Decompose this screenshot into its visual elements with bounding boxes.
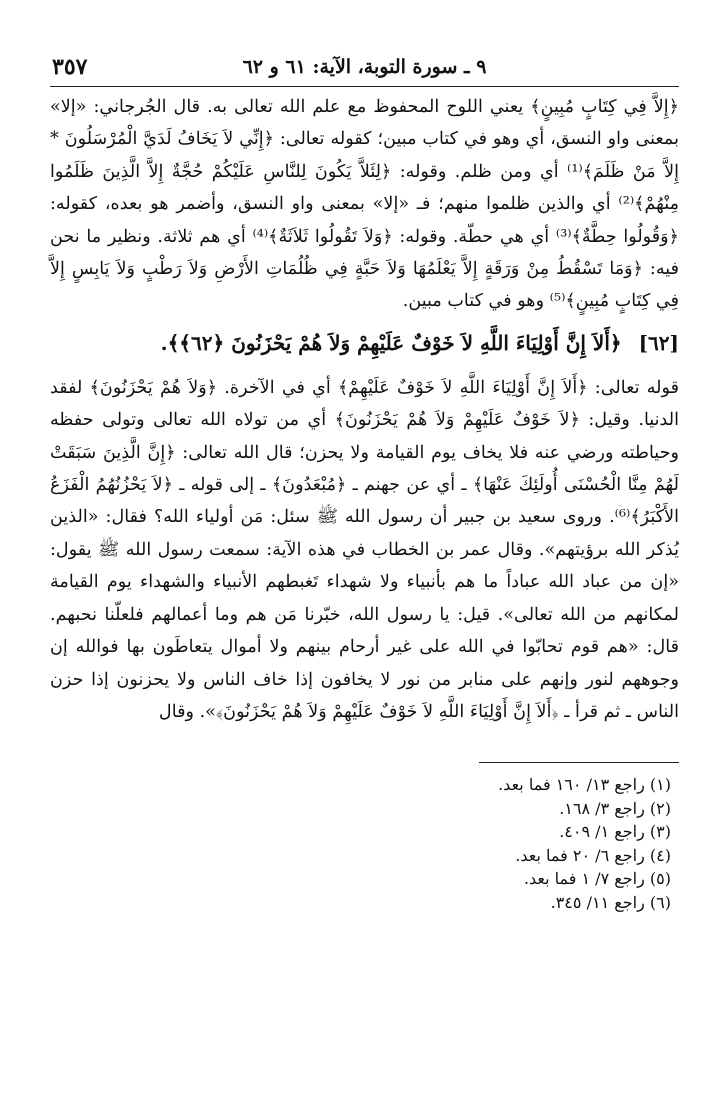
- paragraph-1: ﴿إِلاَّ فِي كِتَابٍ مُبِينٍ﴾ يعني اللوح المحفوظ مع علم الله تعالى به. قال الجُرجاني: «إلا» بمعنى واو النسق، أي وهو في كتاب مبين؛ كقوله تعالى: ﴿إِنِّي لاَ يَخَافُ لَدَيَّ الْمُرْسَلُونَ * إِلاَّ مَنْ ظَلَمَ﴾⁽¹⁾ أي ومن ظلم. وقوله: ﴿لِئَلاَّ يَكُونَ لِلنَّاسِ عَلَيْكُمْ حُجَّةٌ إِلاَّ الَّذِينَ ظَلَمُوا مِنْهُمْ﴾⁽²⁾ أي والذين ظلموا منهم؛ فـ «إلا» بمعنى واو النسق، وأضمر هو بعده، كقوله: ﴿وَقُولُوا حِطَّةٌ﴾⁽³⁾ أي هي حطّة. وقوله: ﴿وَلاَ تَقُولُوا ثَلاَثَةٌ﴾⁽⁴⁾ أي هم ثلاثة. ونظير ما نحن فيه: ﴿وَمَا تَسْقُطُ مِنْ وَرَقَةٍ إِلاَّ يَعْلَمُهَا وَلاَ حَبَّةٍ فِي ظُلُمَاتِ الأَرْضِ وَلاَ رَطْبٍ وَلاَ يَابِسٍ إِلاَّ فِي كِتَابٍ مُبِينٍ﴾⁽⁵⁾ وهو في كتاب مبين.: [50, 97, 680, 312]
- footnote-3: (٣) راجع ١/ ٤٠٩.: [559, 822, 671, 842]
- verse-text: ﴿أَلاَ إِنَّ أَوْلِيَاءَ اللَّهِ لاَ خَوْفٌ عَلَيْهِمْ وَلاَ هُمْ يَحْزَنُونَ ﴿٦٢﴾﴾.: [160, 330, 622, 355]
- main-text: [50, 91, 679, 728]
- page: [50, 52, 679, 1098]
- footnote-separator: [479, 762, 679, 763]
- page-number: ٣٥٧: [52, 54, 88, 80]
- verse-heading: [50, 326, 679, 360]
- footnote-4: (٤) راجع ٦/ ٢٠ فما بعد.: [515, 845, 671, 865]
- footnote-1: (١) راجع ١٣/ ١٦٠ فما بعد.: [498, 775, 671, 795]
- footnotes: [50, 773, 679, 914]
- running-title: ٩ ـ سورة التوبة، الآية: ٦١ و ٦٢: [242, 56, 487, 78]
- footnote-5: (٥) راجع ٧/ ١ فما بعد.: [523, 869, 671, 889]
- verse-number: [٦٢]: [638, 330, 679, 355]
- footnote-2: (٢) راجع ٣/ ١٦٨.: [559, 798, 671, 818]
- page-header: [50, 52, 679, 87]
- footnote-6: (٦) راجع ١١/ ٣٤٥.: [550, 892, 671, 912]
- paragraph-2: قوله تعالى: ﴿أَلاَ إِنَّ أَوْلِيَاءَ اللَّهِ لاَ خَوْفٌ عَلَيْهِمْ﴾ أي في الآخرة. ﴿وَلاَ هُمْ يَحْزَنُونَ﴾ لفقد الدنيا. وقيل: ﴿لاَ خَوْفٌ عَلَيْهِمْ وَلاَ هُمْ يَحْزَنُونَ﴾ أي من تولاه الله تعالى وتولى حفظه وحياطته ورضي عنه فلا يخاف يوم القيامة ولا يحزن؛ قال الله تعالى: ﴿إِنَّ الَّذِينَ سَبَقَتْ لَهُمْ مِنَّا الْحُسْنَى أُولَئِكَ عَنْهَا﴾ ـ أي عن جهنم ـ ﴿مُبْعَدُونَ﴾ ـ إلى قوله ـ ﴿لاَ يَحْزُنُهُمُ الْفَزَعُ الأَكْبَرُ﴾⁽⁶⁾. وروى سعيد بن جبير أن رسول الله ﷺ سئل: مَن أولياء الله؟ فقال: «الذين يُذكر الله برؤيتهم». وقال عمر بن الخطاب في هذه الآية: سمعت رسول الله ﷺ يقول: «إن من عباد الله عباداً ما هم بأنبياء ولا شهداء تَغبطهم الأنبياء والشهداء يوم القيامة لمكانهم من الله تعالى». قيل: يا رسول الله، خبّرنا مَن هم وما أعمالهم فلعلّنا نحبهم. قال: «هم قوم تحابّوا في الله على غير أرحام بينهم ولا أموال يتعاطَون بها فوالله إن وجوههم لنور وإنهم على منابر من نور لا يخافون إذا خاف الناس ولا يحزنون إذا حزن الناس ـ ثم قرأ ـ ﴿أَلاَ إِنَّ أَوْلِيَاءَ اللَّهِ لاَ خَوْفٌ عَلَيْهِمْ وَلاَ هُمْ يَحْزَنُونَ﴾». وقال: [50, 377, 680, 722]
